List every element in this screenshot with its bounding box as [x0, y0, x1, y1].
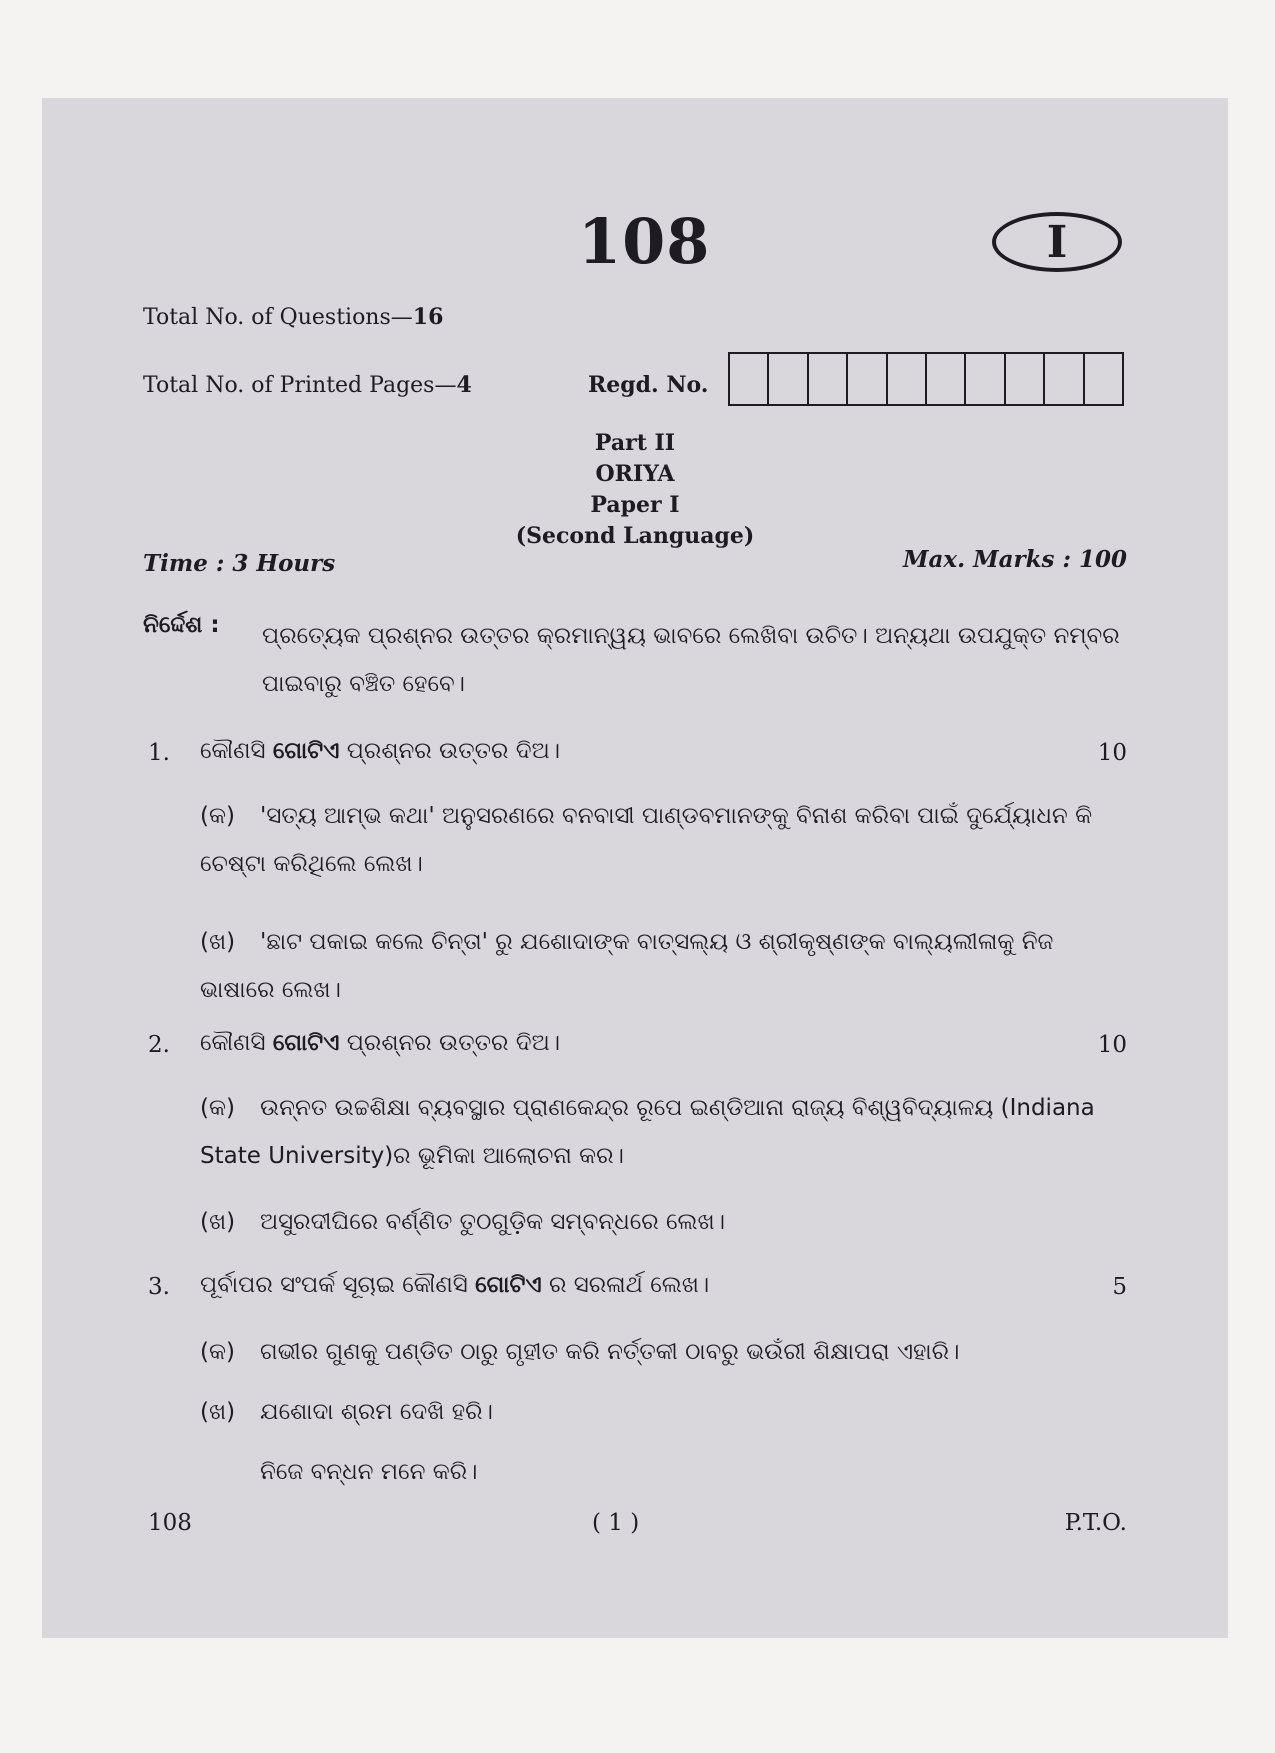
part-title: Part II [594, 430, 676, 456]
total-pages [143, 372, 472, 398]
total-pages-value: 4 [456, 372, 472, 398]
question-2-text-bold: ଗୋଟିଏ [272, 1030, 340, 1056]
regd-label: Regd. No. [588, 372, 709, 398]
paper-title: Paper I [590, 492, 680, 518]
option-label: (କ) [200, 1095, 235, 1121]
question-2-text-post: ପ୍ରଶ୍ନର ଉତ୍ତର ଦିଅ। [339, 1030, 561, 1056]
option-text: ଯଶୋଦା ଶ୍ରମ ଦେଖି ହରି। [260, 1399, 493, 1425]
question-1-text [200, 738, 560, 764]
question-1-text-bold: ଗୋଟିଏ [272, 738, 340, 764]
question-3-text-post: ର ସରଳାର୍ଥ ଲେଖ। [541, 1272, 710, 1298]
total-questions [143, 304, 443, 330]
question-3-text-bold: ଗୋଟିଏ [475, 1272, 542, 1298]
option-label: (ଖ) [200, 929, 236, 955]
regd-box [1006, 354, 1045, 404]
total-pages-label: Total No. of Printed Pages— [143, 373, 457, 398]
paper-code: 108 [578, 205, 711, 278]
regd-box [966, 354, 1005, 404]
regd-box [1045, 354, 1084, 404]
regd-box [730, 354, 769, 404]
question-1-number: 1. [148, 740, 170, 766]
question-1-marks: 10 [1097, 740, 1127, 766]
footer-paper-code: 108 [148, 1510, 192, 1536]
question-3-number: 3. [148, 1274, 170, 1300]
option-text: ଅସୁରଦୀଘିରେ ବର୍ଣ୍ଣିତ ତୁଠଗୁଡ଼ିକ ସମ୍ବନ୍ଧରେ ଲେଖ। [260, 1209, 726, 1235]
option-label: (କ) [200, 1339, 235, 1365]
option-text: 'ଛାଟ ପକାଇ କଲେ ଚିନ୍ତା' ରୁ ଯଶୋଦାଙ୍କ ବାତ୍ସଲ୍ୟ ଓ ଶ୍ରୀକୃଷ୍ଣଙ୍କ ବାଲ୍ୟଲୀଳାକୁ ନିଜ ଭାଷାରେ ଲେଖ। [200, 929, 1054, 1003]
question-2-number: 2. [148, 1032, 170, 1058]
max-marks: Max. Marks : 100 [903, 546, 1127, 573]
set-letter: I [1046, 216, 1068, 268]
subject-title: ORIYA [595, 461, 675, 487]
option-label: (ଖ) [200, 1209, 236, 1235]
option-text: 'ସତ୍ୟ ଆମ୍ଭ କଥା' ଅନୁସରଣରେ ବନବାସୀ ପାଣ୍ଡବମାନଙ୍କୁ ବିନାଶ କରିବା ପାଇଁ ଦୁର୍ଯ୍ୟୋଧନ କି ଚେଷ୍ଟା କରିଥିଲେ ଲେଖ। [200, 803, 1093, 877]
regd-box [848, 354, 887, 404]
question-1-option-kha [200, 918, 1135, 1014]
set-badge [992, 212, 1122, 272]
page-number: ( 1 ) [592, 1510, 640, 1536]
instruction-label: ନିର୍ଦ୍ଦେଶ : [143, 612, 220, 638]
question-2-text [200, 1030, 560, 1056]
time-allowed: Time : 3 Hours [143, 550, 336, 577]
regd-box [888, 354, 927, 404]
language-title: (Second Language) [515, 523, 755, 549]
regd-box [927, 354, 966, 404]
regd-number-boxes [728, 352, 1124, 406]
option-label: (କ) [200, 803, 235, 829]
question-3-marks: 5 [1112, 1274, 1127, 1300]
regd-box [809, 354, 848, 404]
question-2-option-kha [200, 1198, 1135, 1246]
question-1-option-ka [200, 792, 1135, 888]
question-3-option-ka [200, 1328, 1135, 1376]
paper-heading [480, 428, 790, 552]
option-label: (ଖ) [200, 1399, 236, 1425]
question-2-marks: 10 [1097, 1032, 1127, 1058]
question-2-text-pre: କୌଣସି [200, 1030, 273, 1056]
question-3-text [200, 1272, 709, 1298]
total-questions-label: Total No. of Questions— [143, 305, 413, 330]
option-text: ଉନ୍ନତ ଉଚ୍ଚଶିକ୍ଷା ବ୍ୟବସ୍ଥାର ପ୍ରାଣକେନ୍ଦ୍ର ରୂପେ ଇଣ୍ଡିଆନା ରାଜ୍ୟ ବିଶ୍ୱବିଦ୍ୟାଳୟ (Indiana State University)ର ଭୂମିକା ଆଲୋଚନା କର। [200, 1095, 1095, 1169]
instruction-text: ପ୍ରତ୍ୟେକ ପ୍ରଶ୍ନର ଉତ୍ତର କ୍ରମାନ୍ୱୟ ଭାବରେ ଲେଖିବା ଉଚିତ। ଅନ୍ୟଥା ଉପଯୁକ୍ତ ନମ୍ବର ପାଇବାରୁ ବଞ୍ଚିତ ହେବେ। [262, 623, 1120, 697]
question-1-text-pre: କୌଣସି [200, 738, 273, 764]
regd-box [1085, 354, 1122, 404]
question-3-text-pre: ପୂର୍ବାପର ସଂପର୍କ ସୂଚାଇ କୌଣସି [200, 1272, 476, 1298]
pto-label: P.T.O. [1064, 1510, 1127, 1536]
regd-box [769, 354, 808, 404]
total-questions-value: 16 [412, 304, 444, 330]
question-1-text-post: ପ୍ରଶ୍ନର ଉତ୍ତର ଦିଅ। [339, 738, 561, 764]
question-3-option-kha [200, 1388, 1135, 1436]
question-2-option-ka [200, 1084, 1135, 1180]
question-3-option-kha-line2: ନିଜେ ବନ୍ଧନ ମନେ କରି। [260, 1459, 478, 1485]
option-text: ଗଭୀର ଗୁଣକୁ ପଣ୍ଡିତ ଠାରୁ ଗୃହୀତ କରି ନର୍ତ୍ତକୀ ଠାବରୁ ଭଉଁରୀ ଶିକ୍ଷାପରା ଏହାରି। [260, 1339, 960, 1365]
